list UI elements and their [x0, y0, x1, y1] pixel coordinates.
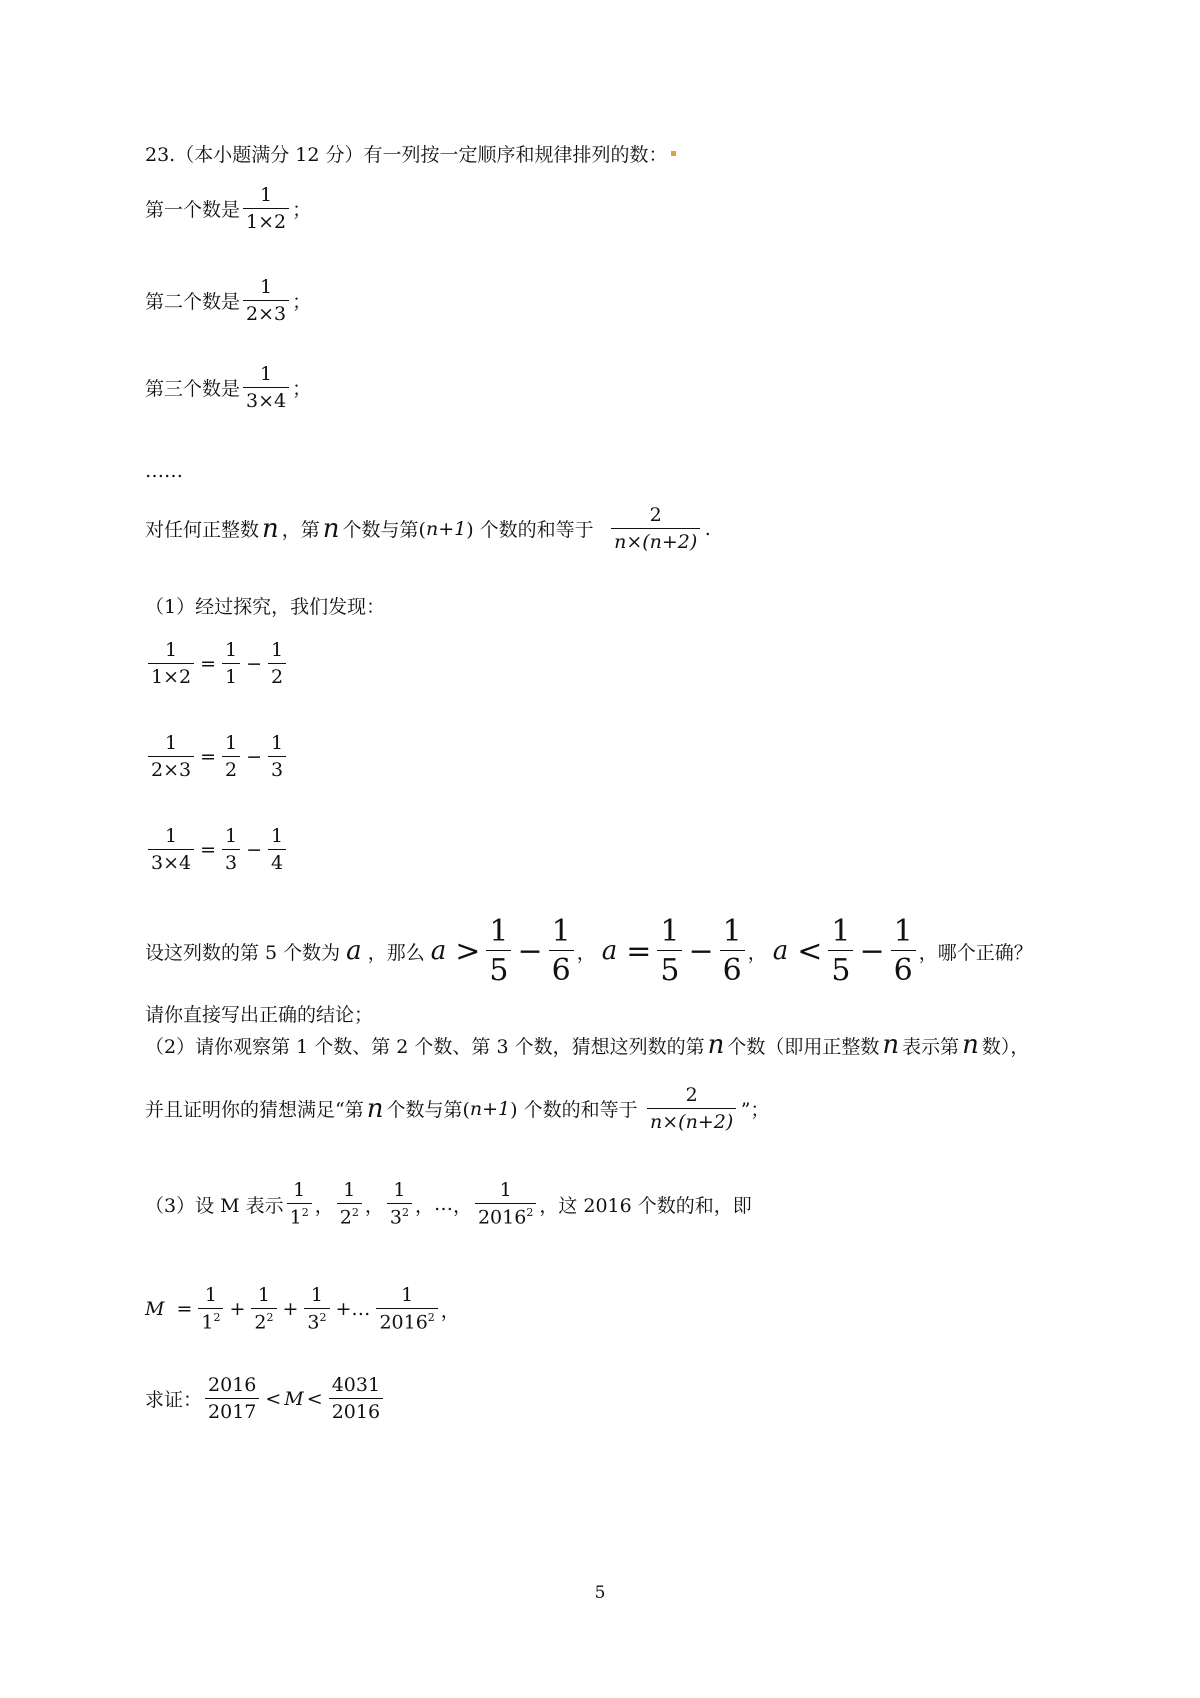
question-header: 23.（本小题满分 12 分）有一列按一定顺序和规律排列的数：	[145, 140, 676, 167]
fraction: $\frac{1}{2\times 3}$	[243, 277, 289, 325]
part1-intro: （1）经过探究，我们发现：	[145, 596, 386, 618]
part3-prove: 求证： $\frac{2016}{2017}$ < M < $\frac{4031}{2016}$	[145, 1375, 386, 1423]
item-3: 第三个数是 $\frac{1}{3\times 4}$ ；	[145, 363, 312, 412]
part1-eq-1: $\frac{1}{1\times 2}$ = $\frac{1}{1}$ − $\frac{1}{2}$	[145, 640, 289, 688]
part3-line-1: （3）设 M 表示 $\frac{1}{1^2}$ ， $\frac{1}{2^2}$ ， $\frac{1}{3^2}$ ， … ， $\frac{1}{2016^2}$ ，这 2016 个数的和，即	[145, 1179, 752, 1229]
part1-eq-2: $\frac{1}{2\times 3}$ = $\frac{1}{2}$ − $\frac{1}{3}$	[145, 733, 289, 781]
mark-dot	[671, 151, 676, 156]
ellipsis: ……	[145, 460, 183, 482]
fraction: $\frac{1}{3\times 4}$	[243, 364, 289, 412]
part1-eq-3: $\frac{1}{3\times 4}$ = $\frac{1}{3}$ − $\frac{1}{4}$	[145, 826, 289, 874]
part2-line-1: （2）请你观察第 1 个数、第 2 个数、第 3 个数，猜想这列数的第 n 个数（即用正整数 n 表示第 n 数），	[145, 1030, 1030, 1060]
item-2: 第二个数是 $\frac{1}{2\times 3}$ ；	[145, 276, 312, 325]
part2-line-2: 并且证明你的猜想满足“第 n 个数与第( n+1 ) 个数的和等于 $\frac{2}{n\times(n+2)}$ ”；	[145, 1084, 770, 1133]
item-1: 第一个数是 $\frac{1}{1\times 2}$ ；	[145, 184, 312, 233]
fraction: $\frac{1}{1\times 2}$	[243, 185, 289, 233]
part3-sum: M = $\frac{1}{1^2}$ + $\frac{1}{2^2}$ + $\frac{1}{3^2}$ +… $\frac{1}{2016^2}$ ，	[145, 1284, 460, 1334]
condition-line: 对任何正整数 n ，第 n 个数与第( n+1 ) 个数的和等于 $\frac{2}{n\times(n+2)}$ .	[145, 504, 711, 553]
fraction: $\frac{2}{n\times(n+2)}$	[610, 505, 702, 553]
part1-question: 设这列数的第 5 个数为 a ，那么 a > $\frac{1}{5}$ − $\frac{1}{6}$ ， a = $\frac{1}{5}$ − $\frac{1}{6}$ ， a < $\frac{1}{5}$ − $\frac{1}{6}$ ，哪个正确？	[145, 914, 1033, 988]
part1-tail: 请你直接写出正确的结论；	[145, 1004, 374, 1026]
page-number: 5	[594, 1583, 606, 1603]
